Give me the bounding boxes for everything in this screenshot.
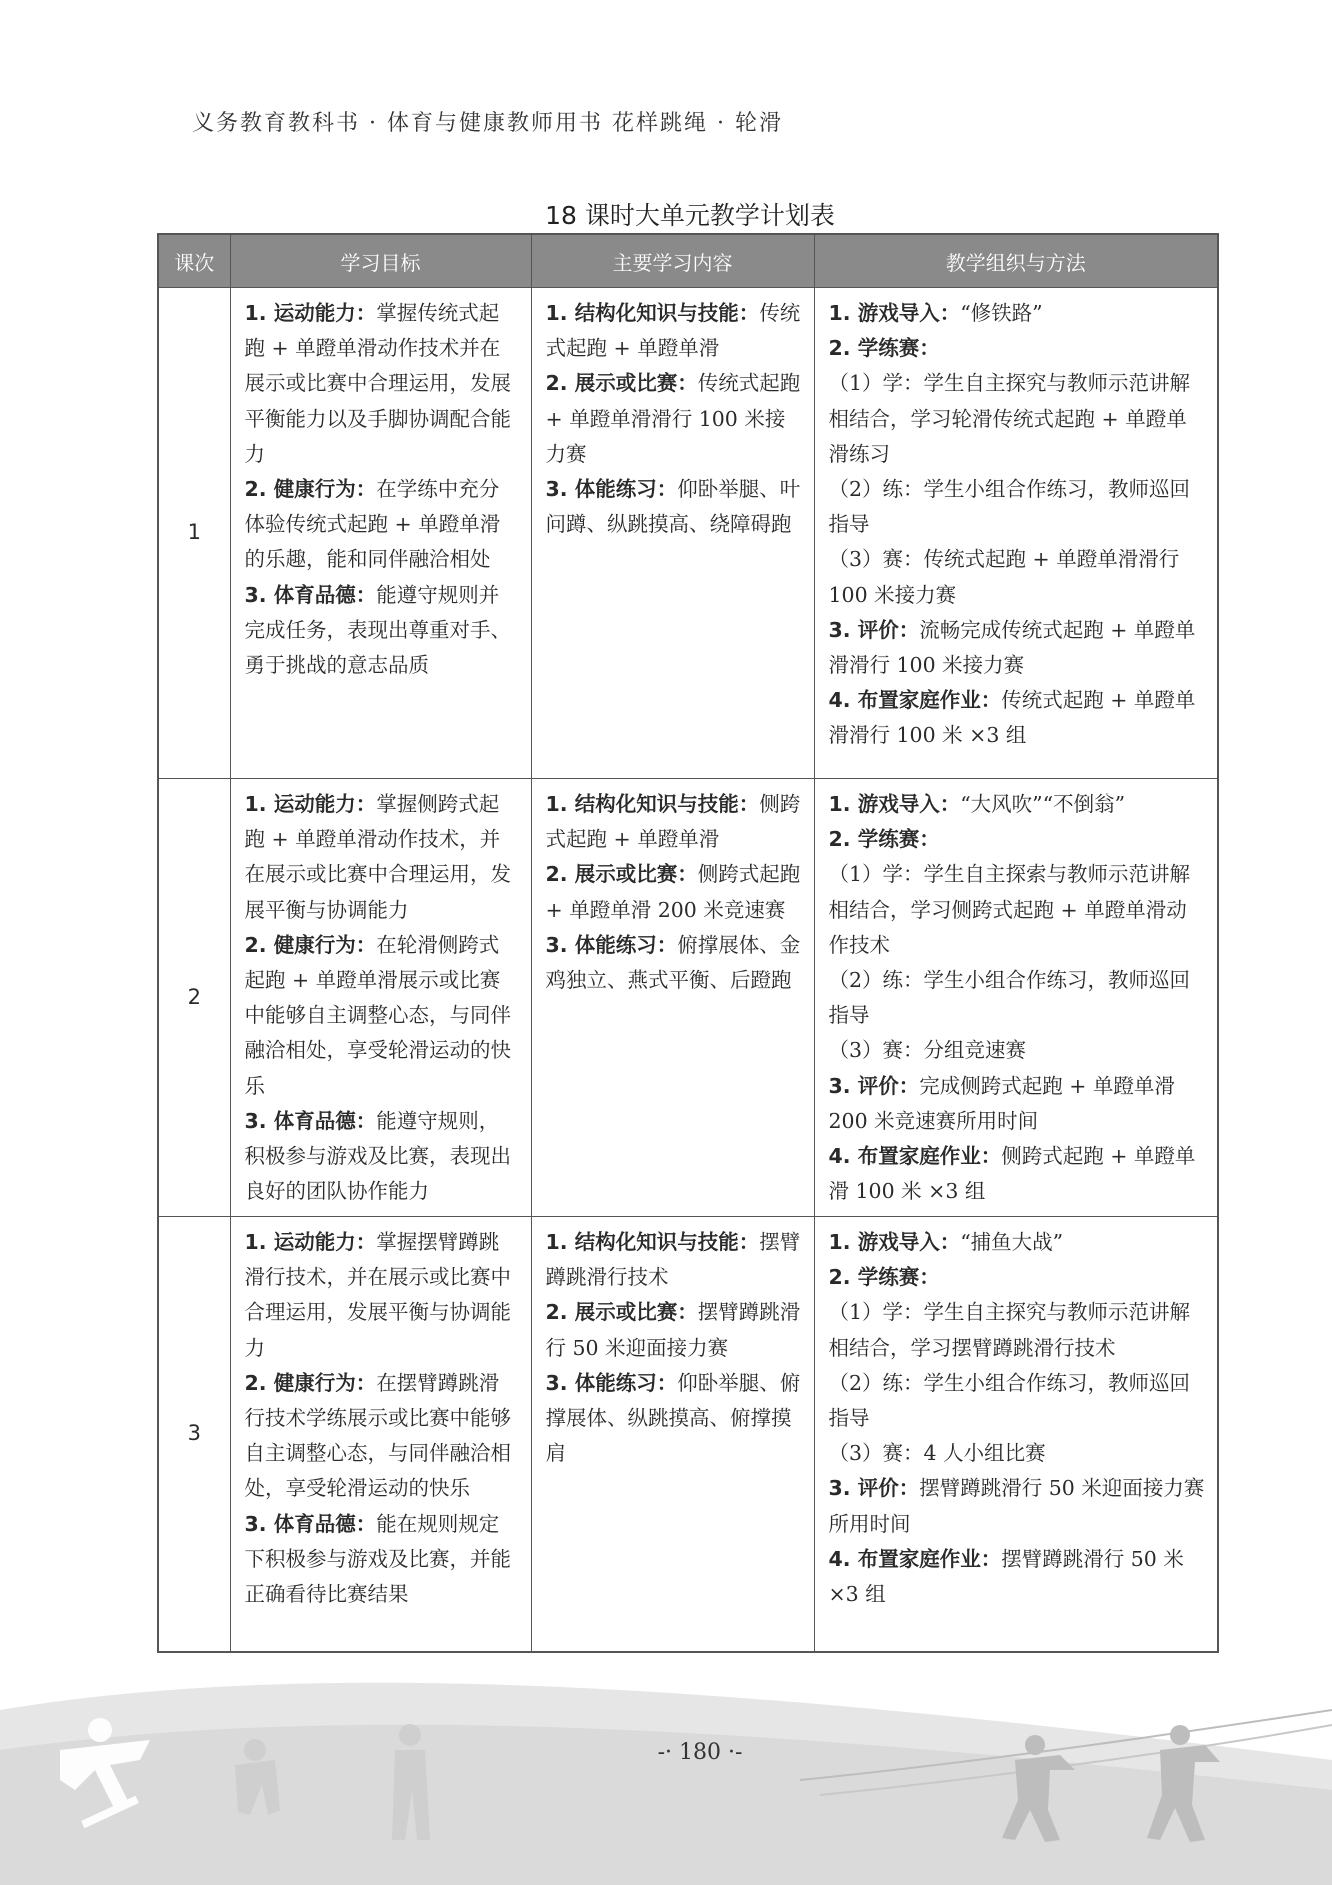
item-text: （2）练：学生小组合作练习，教师巡回指导 <box>828 477 1191 537</box>
lesson-number: 3 <box>158 1217 230 1653</box>
learning-goals-cell <box>230 288 531 779</box>
cell-item <box>829 963 1206 1033</box>
learning-content-cell <box>531 1217 814 1653</box>
item-text: 在学练中充分体验传统式起跑 + 单蹬单滑的乐趣，能和同伴融洽相处 <box>244 477 501 572</box>
item-key: 1. 结构化知识与技能： <box>545 301 760 325</box>
cell-item <box>245 1507 519 1613</box>
cell-item <box>546 1366 802 1472</box>
column-header-lesson: 课次 <box>158 234 230 288</box>
item-key: 1. 游戏导入： <box>828 301 961 325</box>
item-text: 传统式起跑 + 单蹬单滑 <box>545 301 801 361</box>
cell-item <box>829 822 1206 857</box>
item-text: 在摆臂蹲跳滑行技术学练展示或比赛中能够自主调整心态，与同伴融洽相处，享受轮滑运动的快乐 <box>244 1370 511 1501</box>
cell-item <box>245 787 519 928</box>
item-text: 流畅完成传统式起跑 + 单蹬单滑滑行 100 米接力赛 <box>828 617 1196 678</box>
item-key: 3. 体能练习： <box>545 477 678 502</box>
cell-item <box>829 296 1206 331</box>
learning-goals-cell <box>230 779 531 1217</box>
item-key: 4. 布置家庭作业： <box>828 1144 1002 1169</box>
cell-item <box>245 1225 519 1366</box>
item-key: 3. 体育品德： <box>244 1108 377 1133</box>
cell-item <box>546 366 802 472</box>
cell-item <box>829 857 1206 963</box>
cell-item <box>245 472 519 578</box>
table-row <box>158 288 1218 779</box>
teaching-methods-cell <box>814 288 1218 779</box>
item-key: 1. 游戏导入： <box>828 792 961 816</box>
item-key: 3. 体育品德： <box>244 1511 377 1536</box>
cell-item <box>829 1295 1206 1365</box>
page-number: -· 180 ·- <box>657 1740 743 1765</box>
item-text: “捕鱼大战” <box>960 1230 1064 1254</box>
item-text: “大风吹”“不倒翁” <box>960 792 1126 816</box>
cell-item <box>829 366 1206 472</box>
teaching-methods-cell <box>814 779 1218 1217</box>
cell-item <box>245 578 519 684</box>
cell-item <box>829 1225 1206 1260</box>
cell-item <box>829 613 1206 683</box>
cell-item <box>245 1104 519 1210</box>
cell-item <box>829 1260 1206 1295</box>
cell-item <box>829 1366 1206 1436</box>
learning-content-cell <box>531 288 814 779</box>
learning-content-cell <box>531 779 814 1217</box>
item-key: 3. 体育品德： <box>244 582 377 607</box>
item-text: 掌握传统式起跑 + 单蹬单滑动作技术并在展示或比赛中合理运用，发展平衡能力以及手脚协调配合能力 <box>244 301 511 466</box>
item-key: 4. 布置家庭作业： <box>828 688 1002 713</box>
teaching-methods-cell <box>814 1217 1218 1653</box>
cell-item <box>829 1033 1206 1068</box>
item-text: 侧跨式起跑 + 单蹬单滑 100 米 ×3 组 <box>828 1144 1196 1204</box>
lesson-number: 2 <box>158 779 230 1217</box>
item-text: （3）赛：传统式起跑 + 单蹬单滑滑行 100 米接力赛 <box>828 547 1180 607</box>
cell-item <box>829 1542 1206 1612</box>
item-text: 摆臂蹲跳滑行 50 米 ×3 组 <box>828 1546 1184 1607</box>
cell-item <box>829 331 1206 366</box>
item-key: 3. 体能练习： <box>545 1370 678 1395</box>
item-text: 俯撑展体、金鸡独立、燕式平衡、后蹬跑 <box>545 932 801 993</box>
cell-item <box>245 1366 519 1507</box>
cell-item <box>546 857 802 927</box>
cell-item <box>829 787 1206 822</box>
item-text: 侧跨式起跑 + 单蹬单滑 <box>545 792 801 852</box>
item-key: 4. 布置家庭作业： <box>828 1546 1002 1571</box>
item-text: 仰卧举腿、叶问蹲、纵跳摸高、绕障碍跑 <box>545 477 801 537</box>
table-row <box>158 779 1218 1217</box>
item-text: 掌握侧跨式起跑 + 单蹬单滑动作技术，并在展示或比赛中合理运用，发展平衡与协调能力 <box>244 792 511 922</box>
item-key: 2. 学练赛： <box>828 1265 940 1290</box>
cell-item <box>546 928 802 998</box>
item-text: 摆臂蹲跳滑行技术 <box>545 1230 801 1290</box>
cell-item <box>829 1436 1206 1471</box>
learning-goals-cell <box>230 1217 531 1653</box>
cell-item <box>245 296 519 472</box>
item-text: 能在规则规定下积极参与游戏及比赛，并能正确看待比赛结果 <box>244 1511 511 1607</box>
cell-item <box>546 1225 802 1295</box>
item-key: 1. 运动能力： <box>244 792 377 816</box>
column-header-methods: 教学组织与方法 <box>814 234 1218 288</box>
item-text: （2）练：学生小组合作练习，教师巡回指导 <box>828 968 1191 1028</box>
item-key: 2. 健康行为： <box>244 1370 377 1395</box>
item-text: 能遵守规则并完成任务，表现出尊重对手、勇于挑战的意志品质 <box>244 582 511 678</box>
item-key: 2. 展示或比赛： <box>545 1300 698 1325</box>
item-text: （3）赛：分组竞速赛 <box>828 1038 1027 1063</box>
item-text: （3）赛：4 人小组比赛 <box>828 1441 1046 1466</box>
item-key: 1. 结构化知识与技能： <box>545 1230 760 1254</box>
item-text: 在轮滑侧跨式起跑 + 单蹬单滑展示或比赛中能够自主调整心态，与同伴融洽相处，享受轮滑运动的快乐 <box>244 932 511 1098</box>
item-text: 仰卧举腿、俯撑展体、纵跳摸高、俯撑摸肩 <box>545 1370 801 1466</box>
item-key: 1. 游戏导入： <box>828 1230 961 1254</box>
cell-item <box>829 1139 1206 1209</box>
item-key: 3. 评价： <box>828 617 920 642</box>
item-text: 侧跨式起跑 + 单蹬单滑 200 米竞速赛 <box>545 862 801 922</box>
table-title: 18 课时大单元教学计划表 <box>545 201 835 230</box>
item-key: 1. 运动能力： <box>244 301 377 325</box>
cell-item <box>546 787 802 857</box>
cell-item <box>829 1471 1206 1541</box>
cell-item <box>546 296 802 366</box>
item-text: 传统式起跑 + 单蹬单滑滑行 100 米 ×3 组 <box>828 688 1196 748</box>
column-header-goals: 学习目标 <box>230 234 531 288</box>
item-key: 1. 结构化知识与技能： <box>545 792 760 816</box>
item-text: 摆臂蹲跳滑行 50 米迎面接力赛 <box>545 1300 801 1360</box>
cell-item <box>546 472 802 542</box>
item-text: 完成侧跨式起跑 + 单蹬单滑 200 米竞速赛所用时间 <box>828 1073 1175 1133</box>
column-header-content: 主要学习内容 <box>531 234 814 288</box>
item-key: 2. 展示或比赛： <box>545 371 698 396</box>
item-text: （2）练：学生小组合作练习，教师巡回指导 <box>828 1370 1191 1431</box>
item-key: 2. 学练赛： <box>828 827 940 852</box>
cell-item <box>245 928 519 1104</box>
item-key: 2. 健康行为： <box>244 932 377 957</box>
cell-item <box>829 1069 1206 1139</box>
table-header-row <box>158 234 1218 288</box>
item-key: 2. 健康行为： <box>244 477 377 502</box>
item-text: （1）学：学生自主探究与教师示范讲解相结合，学习摆臂蹲跳滑行技术 <box>828 1300 1191 1360</box>
table-row <box>158 1217 1218 1653</box>
cell-item <box>546 1295 802 1365</box>
running-header: 义务教育教科书 · 体育与健康教师用书 花样跳绳 · 轮滑 <box>192 111 783 136</box>
item-key: 3. 体能练习： <box>545 932 678 957</box>
cell-item <box>829 683 1206 753</box>
item-text: （1）学：学生自主探索与教师示范讲解相结合，学习侧跨式起跑 + 单蹬单滑动作技术 <box>828 862 1191 957</box>
item-key: 3. 评价： <box>828 1073 920 1098</box>
item-key: 1. 运动能力： <box>244 1230 377 1254</box>
item-text: 传统式起跑 + 单蹬单滑滑行 100 米接力赛 <box>545 371 801 466</box>
cell-item <box>829 542 1206 612</box>
item-text: “修铁路” <box>960 301 1043 325</box>
item-key: 3. 评价： <box>828 1476 920 1501</box>
item-key: 2. 学练赛： <box>828 336 940 361</box>
item-text: 能遵守规则，积极参与游戏及比赛，表现出良好的团队协作能力 <box>244 1108 511 1204</box>
item-key: 2. 展示或比赛： <box>545 862 698 887</box>
lesson-number: 1 <box>158 288 230 779</box>
teaching-plan-table <box>157 233 1219 1653</box>
item-text: 摆臂蹲跳滑行 50 米迎面接力赛所用时间 <box>828 1476 1205 1536</box>
item-text: （1）学：学生自主探究与教师示范讲解相结合，学习轮滑传统式起跑 + 单蹬单滑练习 <box>828 371 1191 466</box>
item-text: 掌握摆臂蹲跳滑行技术，并在展示或比赛中合理运用，发展平衡与协调能力 <box>244 1230 511 1360</box>
cell-item <box>829 472 1206 542</box>
